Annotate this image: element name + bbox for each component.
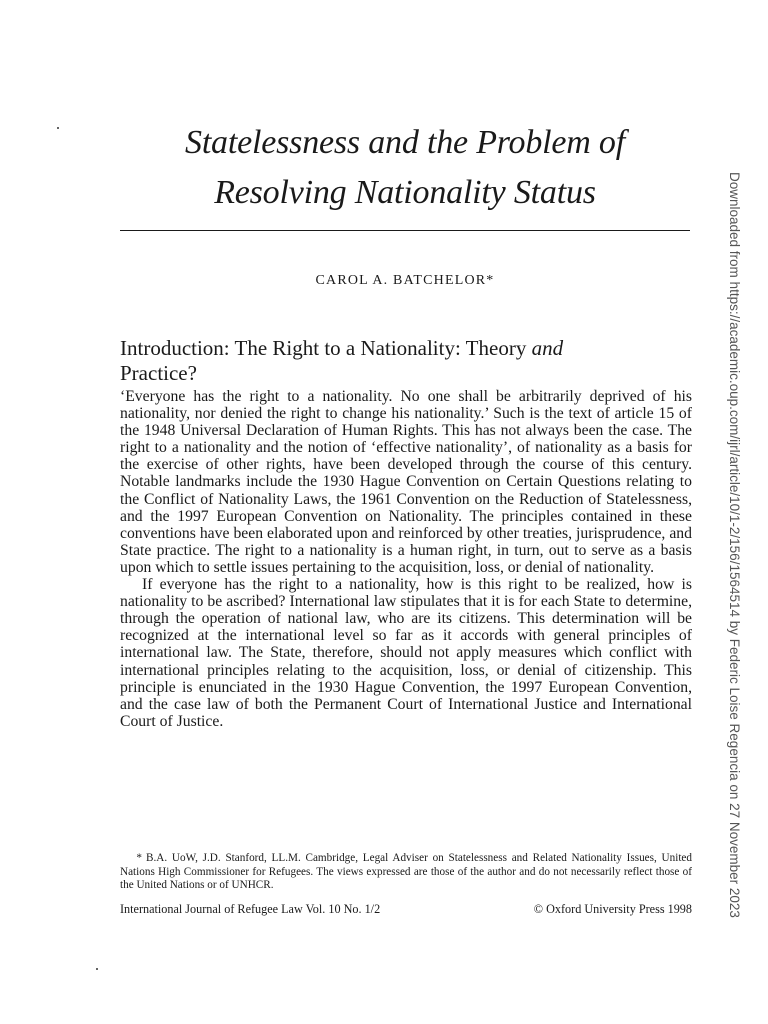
heading-tail: Practice?: [120, 361, 197, 385]
footnote-mark: *: [136, 852, 142, 864]
title-divider: [120, 230, 690, 231]
heading-italic: and: [531, 336, 564, 360]
footnote-text: B.A. UoW, J.D. Stanford, LL.M. Cambridge, Legal Adviser on Statelessness and Related Nationality Issues, United Nations High Commissioner for Refugees. The views expressed are those of the author and do not necessarily reflect those of the United Nations or of UNHCR.: [120, 852, 692, 891]
scan-speck: [57, 127, 59, 129]
section-heading: [120, 336, 680, 386]
journal-citation: International Journal of Refugee Law Vol. 10 No. 1/2: [120, 902, 381, 916]
author-footnote: [120, 852, 692, 893]
article-title: [120, 118, 690, 218]
heading-main: Introduction: The Right to a Nationality: Theory: [120, 336, 532, 360]
body-paragraph-1: ‘Everyone has the right to a nationality. No one shall be arbitrarily deprived of his nationality, nor denied the right to change his nationality.’ Such is the text of article 15 of the 1948 Universal Declaration of Human Rights. This has not always been the case. The right to a nationality and the notion of ‘effective nationality’, of nationality as a basis for the exercise of other rights, have been developed through the course of this century. Notable landmarks include the 1930 Hague Convention on Certain Questions relating to the Conflict of Nationality Laws, the 1961 Convention on the Reduction of Statelessness, and the 1997 European Convention on Nationality. The principles contained in these conventions have been elaborated upon and reinforced by other treaties, jurisprudence, and State practice. The right to a nationality is a human right, in turn, out to serve as a basis upon which to settle issues pertaining to the acquisition, loss, or denial of nationality.: [120, 388, 692, 576]
body-paragraph-2: If everyone has the right to a nationality, how is this right to be realized, how is nationality to be ascribed? International law stipulates that it is for each State to determine, through the operation of national law, who are its citizens. This determination will be recognized at the international level so far as it accords with general principles of international law. The State, therefore, should not apply measures which conflict with international principles relating to the acquisition, loss, or denial of citizenship. This principle is enunciated in the 1930 Hague Convention, the 1997 European Convention, and the case law of both the Permanent Court of International Justice and International Court of Justice.: [120, 576, 692, 730]
article-body: [120, 388, 692, 730]
journal-footer: [120, 902, 692, 917]
title-line-2: Resolving Nationality Status: [214, 174, 596, 211]
title-line-1: Statelessness and the Problem of: [185, 124, 625, 161]
author-name: CAROL A. BATCHELOR*: [315, 273, 495, 288]
copyright-notice: © Oxford University Press 1998: [533, 902, 692, 916]
scan-speck: [96, 968, 98, 970]
download-watermark: Downloaded from https://academic.oup.com/ijrl/article/10/1-2/156/1564514 by Federic Loise Regencia on 27 November 2023: [727, 172, 742, 918]
